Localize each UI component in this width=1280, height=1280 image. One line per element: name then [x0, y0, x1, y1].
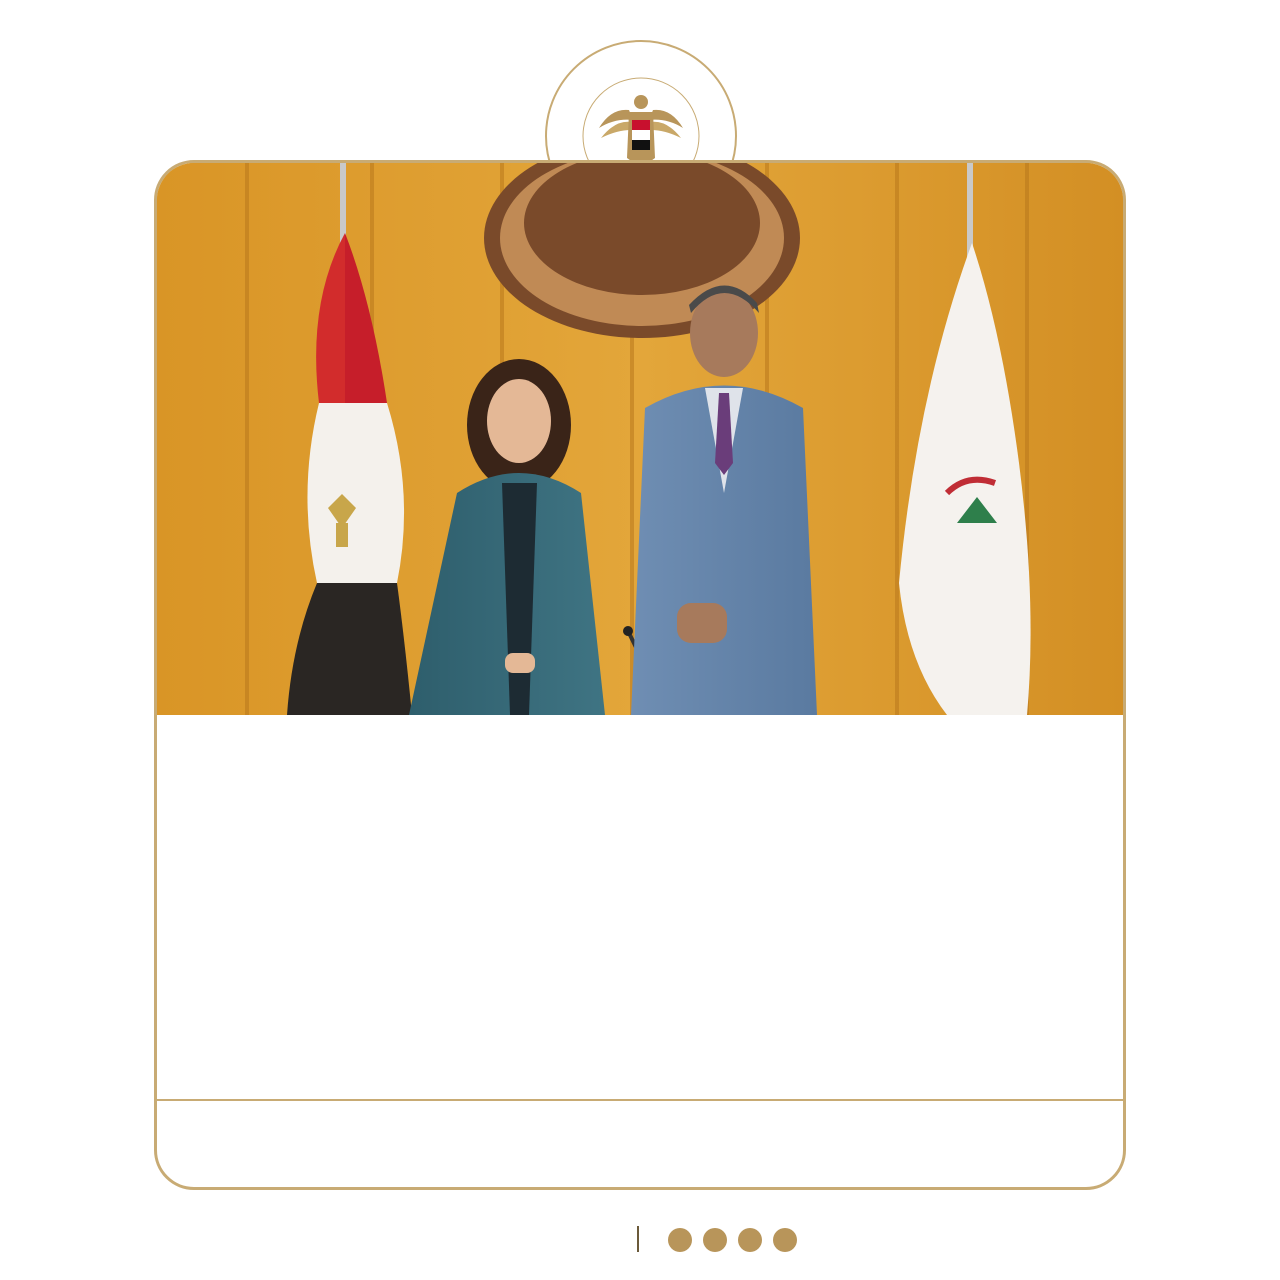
meeting-photo: [157, 163, 1123, 715]
linkedin-icon[interactable]: [773, 1228, 797, 1252]
instagram-icon[interactable]: [738, 1228, 762, 1252]
divider: [157, 1099, 1123, 1101]
news-card: [154, 160, 1126, 1190]
divider: [637, 1226, 639, 1252]
facebook-icon[interactable]: [668, 1228, 692, 1252]
twitter-icon[interactable]: [703, 1228, 727, 1252]
